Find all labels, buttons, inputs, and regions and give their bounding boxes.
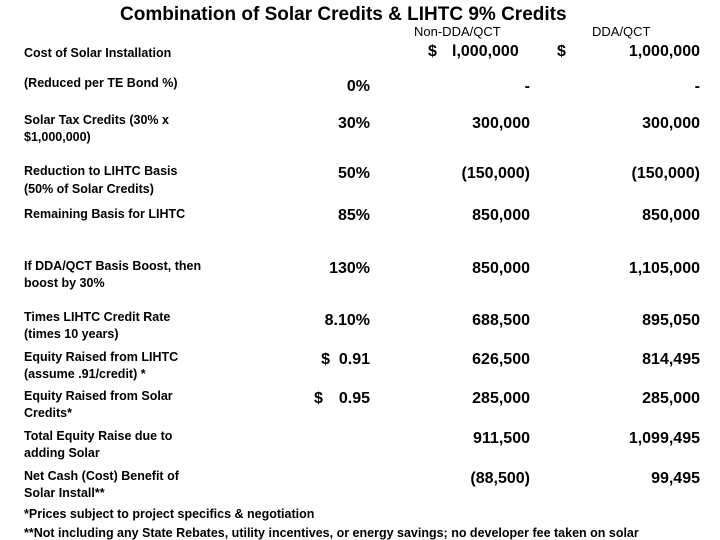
row-label-remaining-basis: Remaining Basis for LIHTC: [24, 207, 186, 221]
row-rate-solar-tax-credits: 30%: [337, 115, 370, 132]
page-title: Combination of Solar Credits & LIHTC 9% Credits: [120, 4, 567, 25]
row-label-equity-solar: Equity Raised from Solar Credits*: [24, 389, 173, 420]
row-value-dda: 1,105,000: [628, 260, 700, 277]
cost-currency-dda: $: [557, 43, 566, 60]
row-sublabel-reduction-lihtc-basis: (50% of Solar Credits): [24, 182, 154, 196]
cost-value-dda: 1,000,000: [628, 43, 700, 60]
row-label-credit-rate: Times LIHTC Credit Rate (times 10 years): [24, 310, 171, 341]
footnote-prices: *Prices subject to project specifics & negotiation: [24, 507, 315, 521]
row-value-dda: 850,000: [642, 207, 700, 224]
row-value-non-dda: 850,000: [472, 207, 530, 224]
row-value-dda: 99,495: [651, 470, 700, 487]
row-rate-remaining-basis: 85%: [337, 207, 370, 224]
row-label-solar-tax-credits: Solar Tax Credits (30% x $1,000,000): [24, 113, 169, 144]
row-value-dda: -: [694, 78, 700, 95]
row-rate-basis-boost: 130%: [329, 260, 370, 277]
row-rate-reduction-lihtc-basis: 50%: [337, 165, 370, 182]
row-rate-reduced-te-bond: 0%: [346, 78, 370, 95]
row-value-non-dda: (150,000): [461, 165, 530, 182]
row-value-dda: (150,000): [631, 165, 700, 182]
cost-currency-non-dda: $: [428, 43, 437, 60]
row-value-dda: 814,495: [642, 351, 700, 368]
cost-label: Cost of Solar Installation: [24, 46, 172, 60]
row-label-total-equity: Total Equity Raise due to adding Solar: [24, 429, 173, 460]
row-value-dda: 300,000: [642, 115, 700, 132]
footnote-rebates: **Not including any State Rebates, utility incentives, or energy savings; no developer fee taken on solar: [24, 526, 639, 540]
row-value-non-dda: 626,500: [472, 351, 530, 368]
row-label-basis-boost: If DDA/QCT Basis Boost, then boost by 30%: [24, 259, 202, 290]
column-header-dda: DDA/QCT: [592, 24, 651, 39]
row-value-non-dda: 688,500: [472, 312, 530, 329]
row-value-dda: 285,000: [642, 390, 700, 407]
row-value-dda: 895,050: [642, 312, 700, 329]
row-currency-equity-solar: $: [314, 390, 323, 407]
row-rate-equity-solar: 0.95: [338, 390, 370, 407]
row-rate-equity-lihtc: $ 0.91: [321, 351, 370, 368]
cost-value-non-dda: l,000,000: [452, 43, 519, 60]
row-value-non-dda: 300,000: [472, 115, 530, 132]
row-value-non-dda: 285,000: [472, 390, 530, 407]
row-rate-credit-rate: 8.10%: [324, 312, 370, 329]
row-label-equity-lihtc: Equity Raised from LIHTC (assume .91/credit) *: [24, 350, 179, 381]
row-label-reduction-lihtc-basis: Reduction to LIHTC Basis: [24, 164, 178, 178]
row-label-net-cash: Net Cash (Cost) Benefit of Solar Install**: [24, 469, 179, 500]
column-header-non-dda: Non-DDA/QCT: [414, 24, 501, 39]
row-value-non-dda: 911,500: [473, 430, 530, 447]
row-value-dda: 1,099,495: [628, 430, 700, 447]
row-value-non-dda: 850,000: [472, 260, 530, 277]
row-value-non-dda: -: [524, 78, 530, 95]
row-value-non-dda: (88,500): [470, 470, 530, 487]
row-label-reduced-te-bond: (Reduced per TE Bond %): [24, 76, 178, 90]
